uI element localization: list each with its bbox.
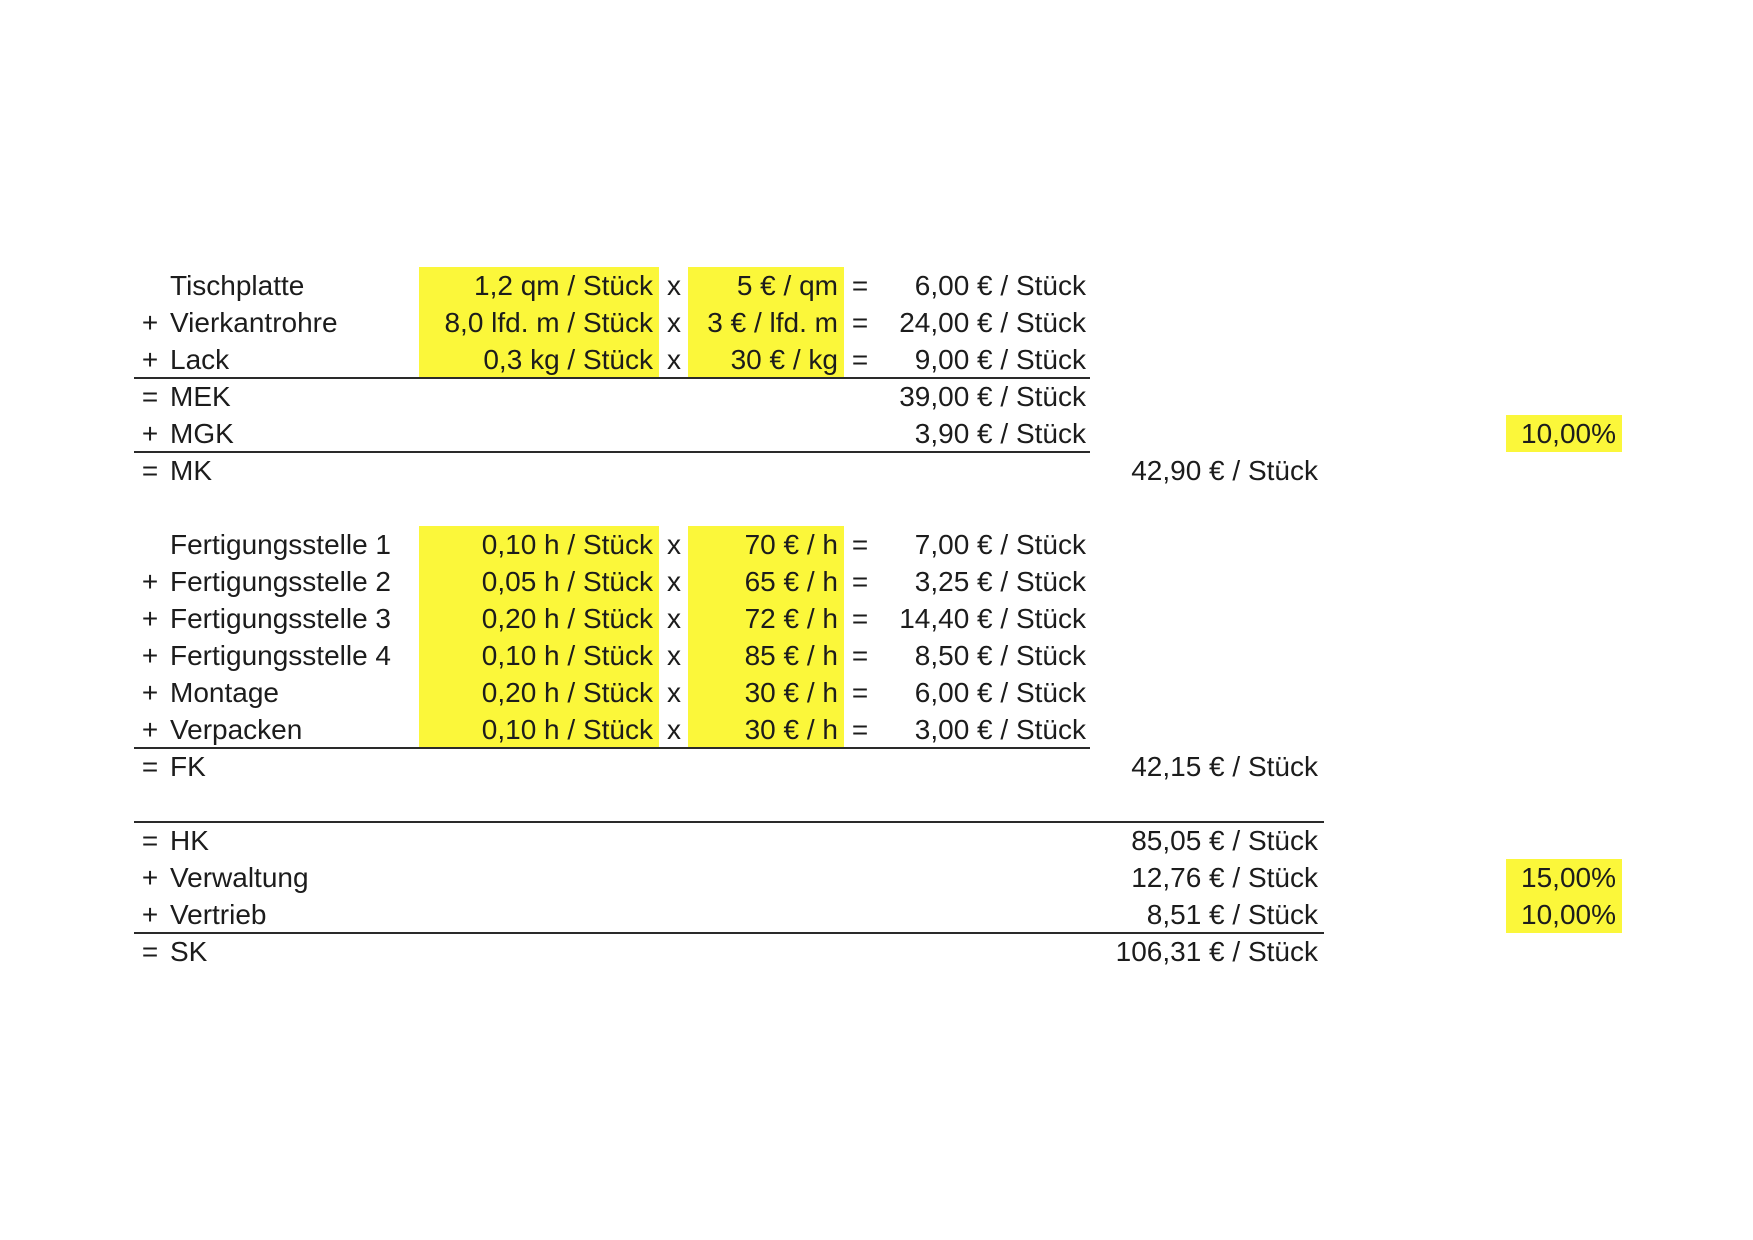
- row-label: Fertigungsstelle 2: [170, 566, 392, 597]
- hk-total: 85,05 € / Stück: [1131, 825, 1318, 856]
- fertigung-row-verpacken: [0, 711, 1753, 748]
- fertigung-row-2: [0, 563, 1753, 600]
- quantity-input[interactable]: 0,3 kg / Stück: [419, 341, 659, 378]
- equals-sign: =: [851, 677, 869, 708]
- equals-sign: =: [851, 344, 869, 375]
- operator: [136, 526, 164, 563]
- rate-input[interactable]: 30 € / h: [688, 711, 844, 748]
- operator: +: [141, 344, 159, 375]
- row-label: Fertigungsstelle 3: [170, 603, 392, 634]
- row-value: 6,00 € / Stück: [914, 270, 1086, 301]
- times-sign: x: [667, 270, 681, 301]
- row-label: MK: [170, 455, 212, 486]
- operator: +: [141, 714, 159, 745]
- quantity-input[interactable]: 0,20 h / Stück: [419, 674, 659, 711]
- quantity-input[interactable]: 0,10 h / Stück: [419, 526, 659, 563]
- operator: =: [141, 751, 159, 782]
- row-label: Verwaltung: [170, 862, 309, 893]
- operator: =: [141, 825, 159, 856]
- row-label: Tischplatte: [170, 270, 305, 301]
- times-sign: x: [667, 714, 681, 745]
- row-label: HK: [170, 825, 209, 856]
- operator: +: [141, 418, 159, 449]
- equals-sign: =: [851, 603, 869, 634]
- times-sign: x: [667, 566, 681, 597]
- operator: +: [141, 640, 159, 671]
- operator: +: [141, 307, 159, 338]
- row-label: Montage: [170, 677, 279, 708]
- vertrieb-percent-input[interactable]: 10,00%: [1506, 896, 1622, 933]
- row-label: SK: [170, 936, 208, 967]
- rate-input[interactable]: 85 € / h: [688, 637, 844, 674]
- rate-input[interactable]: 5 € / qm: [688, 267, 844, 304]
- mk-total: 42,90 € / Stück: [1131, 455, 1318, 486]
- fertigung-row-3: [0, 600, 1753, 637]
- times-sign: x: [667, 640, 681, 671]
- row-value: 14,40 € / Stück: [899, 603, 1086, 634]
- row-label: MGK: [170, 418, 234, 449]
- equals-sign: =: [851, 640, 869, 671]
- verwaltung-percent-input[interactable]: 15,00%: [1506, 859, 1622, 896]
- rate-input[interactable]: 65 € / h: [688, 563, 844, 600]
- verwaltung-total: 12,76 € / Stück: [1131, 862, 1318, 893]
- row-value: 3,25 € / Stück: [914, 566, 1086, 597]
- mek-value: 39,00 € / Stück: [899, 381, 1086, 412]
- times-sign: x: [667, 307, 681, 338]
- mgk-percent-input[interactable]: 10,00%: [1506, 415, 1622, 452]
- vertrieb-row: [0, 896, 1753, 933]
- operator: +: [141, 677, 159, 708]
- rate-input[interactable]: 30 € / h: [688, 674, 844, 711]
- equals-sign: =: [851, 529, 869, 560]
- quantity-input[interactable]: 8,0 lfd. m / Stück: [419, 304, 659, 341]
- times-sign: x: [667, 677, 681, 708]
- times-sign: x: [667, 344, 681, 375]
- operator: +: [141, 862, 159, 893]
- row-label: FK: [170, 751, 206, 782]
- times-sign: x: [667, 603, 681, 634]
- mgk-row: [0, 415, 1753, 452]
- rate-input[interactable]: 3 € / lfd. m: [688, 304, 844, 341]
- operator: +: [141, 899, 159, 930]
- row-label: Vierkantrohre: [170, 307, 338, 338]
- equals-sign: =: [851, 307, 869, 338]
- operator: +: [141, 603, 159, 634]
- material-row-vierkantrohre: [0, 304, 1753, 341]
- row-value: 8,50 € / Stück: [914, 640, 1086, 671]
- rate-input[interactable]: 70 € / h: [688, 526, 844, 563]
- fertigung-row-1: [0, 526, 1753, 563]
- quantity-input[interactable]: 0,10 h / Stück: [419, 711, 659, 748]
- row-label: Fertigungsstelle 4: [170, 640, 392, 671]
- vertrieb-total: 8,51 € / Stück: [1146, 899, 1318, 930]
- quantity-input[interactable]: 1,2 qm / Stück: [419, 267, 659, 304]
- fk-row: [0, 748, 1753, 785]
- material-row-tischplatte: [0, 267, 1753, 304]
- operator: =: [141, 455, 159, 486]
- row-value: 7,00 € / Stück: [914, 529, 1086, 560]
- row-label: Lack: [170, 344, 230, 375]
- rate-input[interactable]: 72 € / h: [688, 600, 844, 637]
- operator: [136, 267, 164, 304]
- operator: =: [141, 936, 159, 967]
- mgk-value: 3,90 € / Stück: [914, 418, 1086, 449]
- fertigung-row-montage: [0, 674, 1753, 711]
- row-value: 24,00 € / Stück: [899, 307, 1086, 338]
- equals-sign: =: [851, 714, 869, 745]
- row-value: 6,00 € / Stück: [914, 677, 1086, 708]
- material-row-lack: [0, 341, 1753, 378]
- times-sign: x: [667, 529, 681, 560]
- row-value: 9,00 € / Stück: [914, 344, 1086, 375]
- hk-row: [0, 822, 1753, 859]
- fk-total: 42,15 € / Stück: [1131, 751, 1318, 782]
- quantity-input[interactable]: 0,05 h / Stück: [419, 563, 659, 600]
- row-label: MEK: [170, 381, 231, 412]
- operator: +: [141, 566, 159, 597]
- quantity-input[interactable]: 0,20 h / Stück: [419, 600, 659, 637]
- operator: =: [141, 381, 159, 412]
- mk-row: [0, 452, 1753, 489]
- quantity-input[interactable]: 0,10 h / Stück: [419, 637, 659, 674]
- equals-sign: =: [851, 270, 869, 301]
- row-label: Vertrieb: [170, 899, 267, 930]
- rate-input[interactable]: 30 € / kg: [688, 341, 844, 378]
- verwaltung-row: [0, 859, 1753, 896]
- row-label: Fertigungsstelle 1: [170, 529, 392, 560]
- sk-row: [0, 933, 1753, 970]
- equals-sign: =: [851, 566, 869, 597]
- sk-total: 106,31 € / Stück: [1115, 936, 1318, 967]
- row-label: Verpacken: [170, 714, 303, 745]
- row-value: 3,00 € / Stück: [914, 714, 1086, 745]
- fertigung-row-4: [0, 637, 1753, 674]
- mek-row: [0, 378, 1753, 415]
